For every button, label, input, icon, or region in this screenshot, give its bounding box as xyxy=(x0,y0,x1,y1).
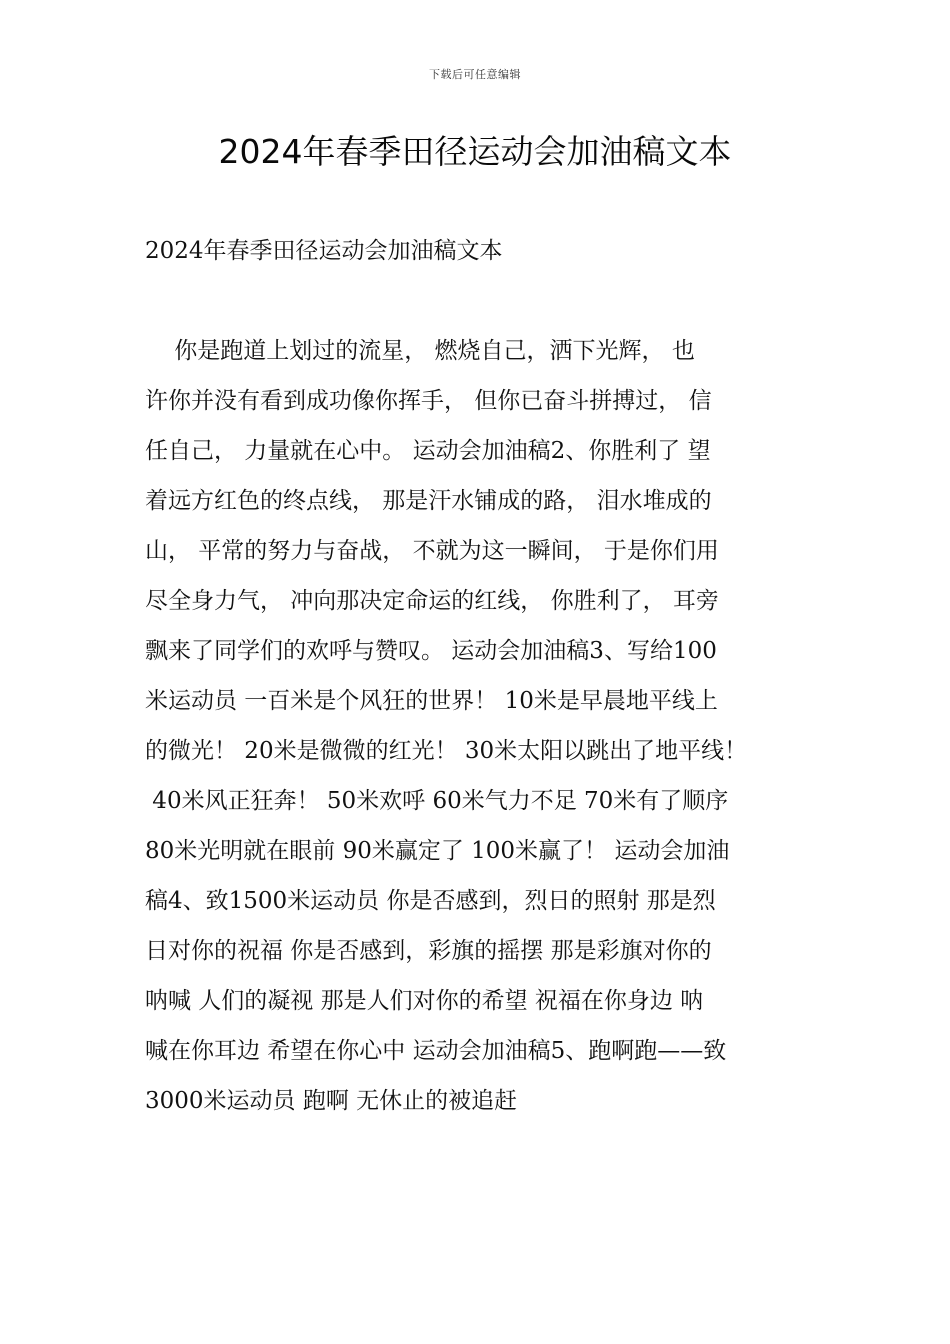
document-subtitle: 2024年春季田径运动会加油稿文本 xyxy=(145,238,503,264)
body-line: 任自己， 力量就在心中。 运动会加油稿2、你胜利了 望 xyxy=(145,438,711,464)
document-title: 2024年春季田径运动会加油稿文本 xyxy=(218,132,732,171)
body-line: 40米风正狂奔！ 50米欢呼 60米气力不足 70米有了顺序 xyxy=(145,788,729,814)
body-line: 尽全身力气， 冲向那决定命运的红线， 你胜利了， 耳旁 xyxy=(145,588,719,614)
body-text xyxy=(145,326,845,1126)
body-line: 3000米运动员 跑啊 无休止的被追赶 xyxy=(145,1088,518,1114)
body-line: 喊在你耳边 希望在你心中 运动会加油稿5、跑啊跑——致 xyxy=(145,1038,727,1064)
body-line: 日对你的祝福 你是否感到，彩旗的摇摆 那是彩旗对你的 xyxy=(145,938,712,964)
body-line: 米运动员 一百米是个风狂的世界！ 10米是早晨地平线上 xyxy=(145,688,718,714)
body-line: 许你并没有看到成功像你挥手， 但你已奋斗拼搏过， 信 xyxy=(145,388,712,414)
body-line: 飘来了同学们的欢呼与赞叹。 运动会加油稿3、写给100 xyxy=(145,638,717,664)
body-line: 的微光！ 20米是微微的红光！ 30米太阳以跳出了地平线！ xyxy=(145,738,748,764)
body-line: 稿4、致1500米运动员 你是否感到，烈日的照射 那是烈 xyxy=(145,888,716,914)
body-line: 呐喊 人们的凝视 那是人们对你的希望 祝福在你身边 呐 xyxy=(145,988,704,1014)
body-line: 80米光明就在眼前 90米赢定了 100米赢了！ 运动会加油 xyxy=(145,838,730,864)
header-note: 下载后可任意编辑 xyxy=(429,68,521,81)
body-line: 着远方红色的终点线， 那是汗水铺成的路， 泪水堆成的 xyxy=(145,488,712,514)
body-line: 你是跑道上划过的流星， 燃烧自己，洒下光辉， 也 xyxy=(145,338,695,364)
body-line: 山， 平常的努力与奋战， 不就为这一瞬间， 于是你们用 xyxy=(145,538,719,564)
